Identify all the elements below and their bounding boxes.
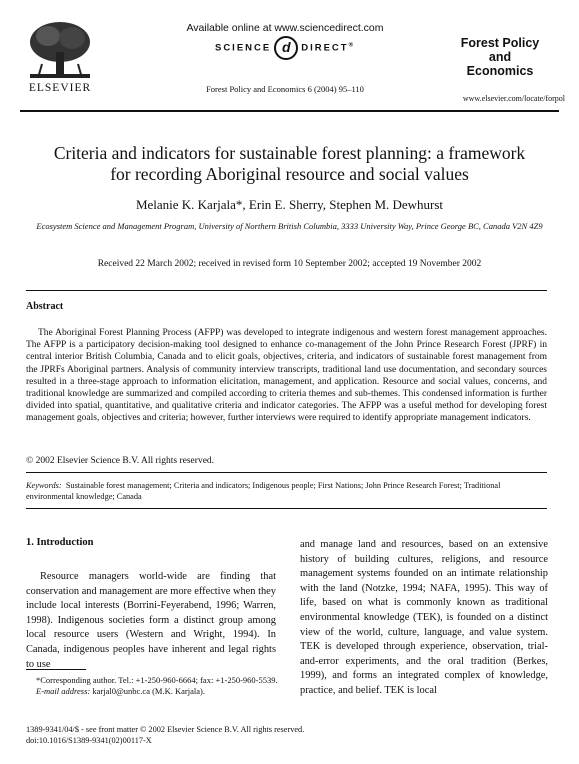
author-list: Melanie K. Karjala*, Erin E. Sherry, Stephen M. Dewhurst: [135, 197, 444, 212]
affiliation: Ecosystem Science and Management Program, University of Northern British Columbia, 3333 University Way, Prince George BC, Canada V2N 4Z9: [36, 221, 543, 231]
journal-citation: Forest Policy and Economics 6 (2004) 95–110: [206, 84, 364, 94]
footnote-rule: [26, 669, 86, 670]
keywords-bottom-rule: [26, 508, 547, 509]
email-label: E-mail address:: [36, 686, 91, 696]
article-title: [30, 143, 549, 185]
keywords: [26, 480, 547, 502]
issn-doi-block: [26, 725, 304, 746]
received-dates: Received 22 March 2002; received in revised form 10 September 2002; accepted 19 November 2002: [97, 259, 482, 269]
issn-line: 1389-9341/04/$ - see front matter © 2002 Elsevier Science B.V. All rights reserved.: [26, 725, 305, 734]
abstract-top-rule: [26, 290, 547, 291]
journal-url[interactable]: www.elsevier.com/locate/forpol: [462, 94, 565, 103]
email-address[interactable]: karjal0@unbc.ca (M.K. Karjala).: [92, 686, 205, 696]
sciencedirect-tm: ®: [348, 42, 356, 49]
doi-line[interactable]: doi:10.1016/S1389-9341(02)00117-X: [26, 735, 152, 745]
intro-right-column: and manage land and resources, based on an extensive history of building cultures, religions, and resource management systems founded on an intimate relationship with the land (Notzke, 1994; NAFA, 1995). This way of life, based on what is commonly known as traditional environmental knowledge (TEK), is founded on a distinct view of the world, culture, language, and value system. TEK is developed through experience, observation, trial-and-error experiments, and the oral tradition (Berkes, 1999), and forms an integrated complex of knowledge, practice, and belief. TEK is local: [300, 539, 548, 696]
publisher-name: ELSEVIER: [28, 82, 92, 94]
abstract-heading: Abstract: [26, 301, 64, 312]
header-divider: [20, 110, 559, 112]
keywords-label: Keywords:: [26, 481, 62, 490]
email-line: [26, 686, 278, 697]
sciencedirect-right: DIRECT: [301, 42, 349, 54]
copyright-notice: © 2002 Elsevier Science B.V. All rights reserved.: [26, 456, 215, 466]
journal-title-line2: and: [488, 50, 512, 64]
sciencedirect-logo: [180, 36, 390, 60]
sciencedirect-left: SCIENCE: [214, 42, 272, 54]
section-heading-introduction: 1. Introduction: [26, 537, 94, 548]
intro-left-column: Resource managers world-wide are finding that conservation and management are more effective when they include local interests (Borrini-Feyerabend, 1996; Warren, 1998). Indigenous societies form a distinct group among local resource users (Western and Wright, 1994). In Canada, indigenous peoples have inherent and legal rights to use: [26, 571, 276, 670]
sciencedirect-mark: d: [274, 36, 298, 60]
journal-title-line1: Forest Policy: [460, 36, 540, 50]
title-line2: for recording Aboriginal resource and social values: [110, 164, 469, 184]
journal-title-line3: Economics: [466, 64, 534, 78]
title-line1: Criteria and indicators for sustainable forest planning: a framework: [53, 143, 526, 163]
keywords-text: Sustainable forest management; Criteria and indicators; Indigenous people; First Nations; John Prince Research Forest; Traditional environmental knowledge; Canada: [26, 481, 501, 501]
keywords-top-rule: [26, 472, 547, 473]
footnote: [26, 675, 278, 697]
available-online-text: Available online at www.sciencedirect.com: [186, 22, 384, 34]
journal-title: [445, 36, 555, 78]
elsevier-tree-logo: [20, 18, 100, 88]
corresponding-author-note: *Corresponding author. Tel.: +1-250-960-6664; fax: +1-250-960-5539.: [36, 675, 278, 685]
abstract-text: The Aboriginal Forest Planning Process (AFPP) was developed to integrate indigenous and western forest management approaches. The AFPP is a participatory decision-making tool designed to enhance co-management of the John Prince Research Forest (JPRF) in central interior British Columbia, Canada and to elicit goals, objectives, criteria, and indicators of sustainable forest management from the JPRFs Aboriginal partners. Analysis of community interview transcripts, traditional land use documentation, and secondary sources resulted in a three-stage approach to information elicitation, management, and application. Resource and social values, concerns, and traditional knowledge are summarized and compiled according to criteria themes and sub-themes. This condensed information is further divided into spatial, quantitative, and qualitative criteria and indicator categories. The AFPP was a useful method for developing forest management goals, objectives and criteria; however, further interviews were required to identify appropriate management indicators.: [26, 328, 547, 424]
